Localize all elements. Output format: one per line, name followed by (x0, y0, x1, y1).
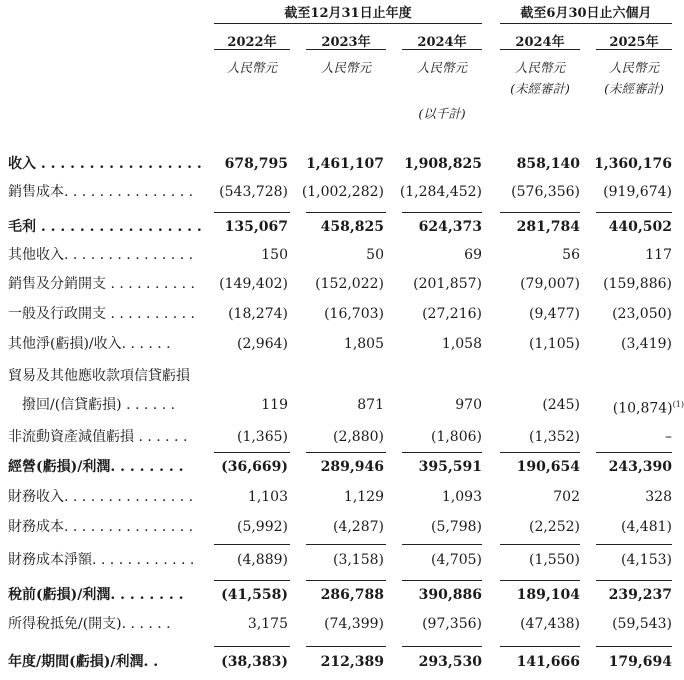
row-value-text: (38,383) (221, 654, 288, 670)
row-value-text: 970 (455, 397, 482, 413)
row-leader-dots: . . . . . . . . . . . . . . . . . (36, 219, 202, 235)
subtotal-rule-11 (214, 544, 290, 545)
row-value (562, 241, 672, 269)
row-value-text: (79,007) (520, 276, 580, 292)
row-label (8, 610, 171, 638)
row-value-text: (4,153) (620, 552, 672, 568)
row-value (562, 453, 672, 481)
row-value (562, 330, 672, 358)
row-value-text: (10,874) (612, 400, 673, 417)
row-value-text: (16,703) (324, 306, 384, 322)
row-value-text: 239,237 (608, 587, 672, 603)
row-value (274, 483, 384, 511)
subtotal-rule-18 (402, 580, 482, 581)
row-leader-dots: . . (143, 654, 159, 670)
year-header-2023: 2023年 (321, 35, 371, 50)
table-row (0, 546, 680, 574)
header-group-annual: 截至12月31日止年度 (284, 6, 412, 21)
row-label (8, 330, 171, 358)
row-value-text: 1,058 (441, 336, 482, 352)
row-value (372, 330, 482, 358)
row-value-text: (4,889) (236, 552, 288, 568)
row-label-text: 貿易及其他應收款項信貸虧損 (8, 368, 190, 384)
year-rule-2 (306, 49, 386, 50)
row-label (8, 483, 193, 511)
row-label (8, 213, 202, 241)
year-rule-3 (402, 49, 482, 50)
row-value-text: 141,666 (516, 654, 580, 670)
row-label (8, 513, 193, 541)
subtotal-rule-7 (306, 452, 386, 453)
row-value (562, 270, 672, 298)
row-value-text: 281,784 (516, 219, 580, 235)
row-label-text: 年度/期間(虧損)/利潤 (8, 654, 144, 670)
row-value-text: (5,798) (430, 519, 482, 535)
row-value-text: 212,389 (320, 654, 384, 670)
row-value (372, 546, 482, 574)
row-value (562, 546, 672, 574)
row-value-text: 871 (357, 397, 384, 413)
row-leader-dots: . . . . . . . . (110, 587, 184, 603)
row-value-text: (1,365) (236, 429, 288, 445)
row-value (178, 213, 288, 241)
row-value-text: (576,356) (511, 184, 580, 200)
header-rule-interim (500, 23, 672, 24)
row-label (8, 241, 193, 269)
row-value (562, 300, 672, 328)
row-value-text: 3,175 (247, 616, 288, 632)
row-value-text: (1,284,452) (399, 184, 482, 200)
row-leader-dots: . . . . . . . . . . (106, 276, 196, 292)
row-label-text: 財務成本 (8, 519, 64, 535)
row-value (274, 391, 384, 419)
year-rule-5 (596, 49, 672, 50)
row-value (562, 178, 672, 206)
row-leader-dots: . . . . . . . . . . . . . . . (64, 489, 194, 505)
row-value (574, 391, 684, 423)
row-value-text: (59,543) (612, 616, 672, 632)
subtotal-rule-16 (214, 580, 290, 581)
row-label-text: 其他淨(虧損)/收入 (8, 336, 122, 352)
row-value-text: (1,002,282) (301, 184, 384, 200)
row-value (372, 648, 482, 676)
row-label-text: 所得稅抵免/(開支) (8, 616, 122, 632)
row-value (470, 391, 580, 419)
row-value (562, 213, 672, 241)
row-value-text: 286,788 (320, 587, 384, 603)
row-label-text: 財務收入 (8, 489, 64, 505)
row-value (274, 546, 384, 574)
row-value (372, 241, 482, 269)
row-value-text: (4,481) (620, 519, 672, 535)
row-value-text: 390,886 (418, 587, 482, 603)
row-value-text: (74,399) (324, 616, 384, 632)
row-label (8, 453, 184, 481)
row-label-text: 撥回/(信貸虧損) (8, 397, 122, 413)
subtotal-rule-22 (306, 646, 386, 647)
row-value (274, 150, 384, 178)
subtotal-rule-3 (402, 212, 482, 213)
table-row (0, 581, 680, 609)
row-value (274, 610, 384, 638)
row-leader-dots: . . . . . . (121, 616, 171, 632)
subtotal-rule-5 (596, 212, 672, 213)
row-value (274, 213, 384, 241)
subtotal-rule-14 (500, 544, 580, 545)
row-value (274, 453, 384, 481)
row-value (274, 581, 384, 609)
row-value (372, 178, 482, 206)
subtotal-rule-6 (214, 452, 290, 453)
interim-header-2025: 2025年 (609, 35, 659, 50)
row-value (562, 581, 672, 609)
row-label-text: 一般及行政開支 (8, 306, 106, 322)
row-label-text: 非流動資產減值虧損 (8, 429, 134, 445)
table-row (0, 150, 680, 178)
table-row (0, 513, 680, 541)
table-row (0, 362, 680, 390)
row-value (372, 300, 482, 328)
footnote-marker: (1) (672, 400, 684, 409)
row-value (178, 330, 288, 358)
row-value (178, 513, 288, 541)
row-value (178, 150, 288, 178)
row-value-text: (41,558) (221, 587, 288, 603)
row-label-text: 毛利 (8, 219, 36, 235)
subtotal-rule-21 (214, 646, 290, 647)
row-value (372, 453, 482, 481)
row-value-text: – (665, 429, 672, 445)
row-label (8, 423, 187, 451)
subtotal-rule-25 (596, 646, 672, 647)
row-value-text: (201,857) (413, 276, 482, 292)
year-header-2024: 2024年 (417, 35, 467, 50)
subtotal-rule-23 (402, 646, 482, 647)
row-leader-dots: . . . . . . (121, 397, 176, 413)
row-value-text: (47,438) (520, 616, 580, 632)
row-value (178, 241, 288, 269)
row-value (562, 150, 672, 178)
row-label-text: 經營(虧損)/利潤 (8, 459, 111, 475)
row-value (274, 270, 384, 298)
row-value (562, 648, 672, 676)
row-value-text: (1,550) (528, 552, 580, 568)
row-value (274, 513, 384, 541)
table-row (0, 241, 680, 269)
row-leader-dots: . . . . . . . . . . . . . . . . . (36, 156, 202, 172)
subtotal-rule-24 (500, 646, 580, 647)
unit-label-3: 人民幣元 (416, 60, 467, 75)
row-value-text: 440,502 (608, 219, 672, 235)
row-value-text: 189,104 (516, 587, 580, 603)
row-leader-dots: . . . . . . . . . . (106, 306, 196, 322)
row-value-text: (18,274) (228, 306, 288, 322)
row-value (372, 213, 482, 241)
table-row (0, 270, 680, 298)
row-value-text: 858,140 (516, 156, 580, 172)
interim-header-2024: 2024年 (515, 35, 565, 50)
row-value-text: 458,825 (320, 219, 384, 235)
row-label (8, 362, 190, 390)
row-label (8, 546, 194, 574)
unit-label-4: 人民幣元 (514, 60, 565, 75)
table-row (0, 213, 680, 241)
table-row (0, 300, 680, 328)
unit-label-2: 人民幣元 (320, 60, 371, 75)
row-value-text: 395,591 (418, 459, 482, 475)
row-value (178, 648, 288, 676)
row-value-text: (5,992) (236, 519, 288, 535)
row-value (274, 648, 384, 676)
row-label-text: 銷售及分銷開支 (8, 276, 106, 292)
row-value (562, 610, 672, 638)
row-value-text: 135,067 (224, 219, 288, 235)
subtotal-rule-9 (500, 452, 580, 453)
table-row (0, 648, 680, 676)
row-value-text: (159,886) (603, 276, 672, 292)
row-value (178, 300, 288, 328)
table-row (0, 453, 680, 481)
row-value-text: (919,674) (603, 184, 672, 200)
row-value-text: (1,806) (430, 429, 482, 445)
row-value (178, 546, 288, 574)
subtotal-rule-15 (596, 544, 672, 545)
subtotal-rule-19 (500, 580, 580, 581)
unaudited-label-1: (未經審計) (510, 81, 570, 96)
table-row (0, 178, 680, 206)
row-leader-dots: . . . . . . . . . . . . . . . (64, 519, 194, 535)
row-value (372, 150, 482, 178)
row-value-text: (4,705) (430, 552, 482, 568)
row-value-text: 293,530 (418, 654, 482, 670)
table-row (0, 483, 680, 511)
subtotal-rule-2 (306, 212, 386, 213)
row-value (372, 391, 482, 419)
row-leader-dots: . . . . . . (134, 429, 188, 445)
row-value-text: (3,158) (332, 552, 384, 568)
row-label (8, 391, 175, 419)
row-value (178, 453, 288, 481)
row-value-text: (543,728) (219, 184, 288, 200)
row-value (562, 423, 672, 451)
row-value-text: 678,795 (224, 156, 288, 172)
row-value-text: (97,356) (422, 616, 482, 632)
row-value-text: 69 (464, 247, 482, 263)
header-rule-annual (214, 23, 482, 24)
row-value-text: 702 (553, 489, 580, 505)
row-value (372, 610, 482, 638)
header-group-interim: 截至6月30日止六個月 (520, 6, 652, 21)
year-header-2022: 2022年 (227, 35, 277, 50)
row-value (274, 178, 384, 206)
row-value-text: (152,022) (315, 276, 384, 292)
subtotal-rule-17 (306, 580, 386, 581)
row-value-text: 150 (261, 247, 288, 263)
table-row (0, 330, 680, 358)
subtotal-rule-1 (214, 212, 290, 213)
thousands-label: (以千計) (418, 106, 466, 121)
row-value-text: (2,880) (332, 429, 384, 445)
row-label-text: 財務成本淨額 (8, 552, 92, 568)
row-value-text: 119 (261, 397, 288, 413)
row-label-text: 其他收入 (8, 247, 64, 263)
row-value-text: (9,477) (528, 306, 580, 322)
row-label-text: 稅前(虧損)/利潤 (8, 587, 111, 603)
row-value-text: 50 (366, 247, 384, 263)
row-value-text: (2,252) (528, 519, 580, 535)
row-value-text: 190,654 (516, 459, 580, 475)
row-value (178, 423, 288, 451)
row-label-text: 收入 (8, 156, 36, 172)
row-value-text: 1,461,107 (306, 156, 384, 172)
row-value (562, 513, 672, 541)
row-value-text: (1,105) (528, 336, 580, 352)
unaudited-label-2: (未經審計) (604, 81, 664, 96)
row-value (372, 483, 482, 511)
row-value (372, 513, 482, 541)
row-value-text: (27,216) (422, 306, 482, 322)
row-leader-dots: . . . . . . . . . . . . . . . (64, 184, 194, 200)
subtotal-rule-20 (596, 580, 672, 581)
row-value-text: 624,373 (418, 219, 482, 235)
row-value-text: (149,402) (219, 276, 288, 292)
subtotal-rule-4 (500, 212, 580, 213)
year-rule-4 (500, 49, 580, 50)
row-value (372, 270, 482, 298)
row-value (274, 330, 384, 358)
row-value (274, 241, 384, 269)
year-rule-1 (214, 49, 290, 50)
row-label (8, 648, 158, 676)
row-label (8, 300, 195, 328)
row-value (178, 483, 288, 511)
row-value (178, 391, 288, 419)
row-value-text: 289,946 (320, 459, 384, 475)
unit-label-1: 人民幣元 (226, 60, 277, 75)
subtotal-rule-10 (596, 452, 672, 453)
row-value-text: 1,129 (343, 489, 384, 505)
row-value-text: (3,419) (620, 336, 672, 352)
row-value (372, 581, 482, 609)
row-value-text: 1,908,825 (404, 156, 482, 172)
row-value-text: (23,050) (612, 306, 672, 322)
row-value-text: 1,103 (247, 489, 288, 505)
row-value-text: 179,694 (608, 654, 672, 670)
table-row (0, 391, 684, 419)
row-value-text: (36,669) (221, 459, 288, 475)
row-label (8, 270, 195, 298)
row-value-text: 328 (645, 489, 672, 505)
row-value-text: 1,805 (343, 336, 384, 352)
row-label-text: 銷售成本 (8, 184, 64, 200)
row-leader-dots: . . . . . . (121, 336, 171, 352)
row-value-text: 56 (562, 247, 580, 263)
row-value-text: (1,352) (528, 429, 580, 445)
row-value-text: 117 (645, 247, 672, 263)
row-label (8, 581, 184, 609)
row-value (178, 581, 288, 609)
unit-label-5: 人民幣元 (608, 60, 659, 75)
row-value (178, 610, 288, 638)
table-row (0, 610, 680, 638)
table-row (0, 423, 680, 451)
row-value (178, 178, 288, 206)
row-label (8, 150, 202, 178)
row-leader-dots: . . . . . . . . . . . . . . . (64, 247, 194, 263)
subtotal-rule-12 (306, 544, 386, 545)
row-leader-dots: . . . . . . . . . . . . (92, 552, 195, 568)
row-value-text: (2,964) (236, 336, 288, 352)
row-value-text: (245) (542, 397, 580, 413)
subtotal-rule-13 (402, 544, 482, 545)
row-label (8, 178, 193, 206)
row-value (562, 483, 672, 511)
row-value (372, 423, 482, 451)
row-value (178, 270, 288, 298)
row-value-text: 1,093 (441, 489, 482, 505)
row-leader-dots: . . . . . . . . (110, 459, 184, 475)
subtotal-rule-8 (402, 452, 482, 453)
row-value-text: 243,390 (608, 459, 672, 475)
row-value-text: (4,287) (332, 519, 384, 535)
row-value (274, 423, 384, 451)
row-value (274, 300, 384, 328)
row-value-text: 1,360,176 (594, 156, 672, 172)
